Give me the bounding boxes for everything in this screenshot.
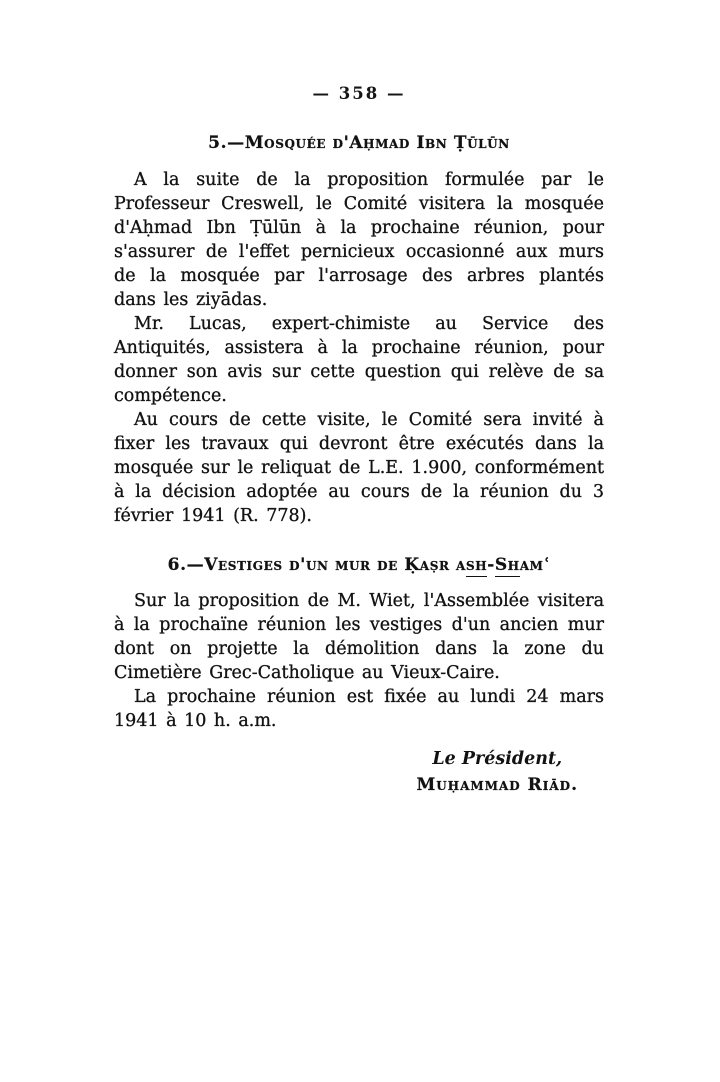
section5-paragraph-2: Mr. Lucas, expert-chimiste au Service des Antiquités, assistera à la prochaine réunion, pour donner son avis sur cette question qui relève de sa compétence. (114, 314, 604, 406)
page-number: — 358 — (312, 84, 406, 103)
section6-heading-prefix: 6.—Vestiges d'un mur de Ḳaṣr a (167, 555, 466, 575)
section6-heading (114, 555, 604, 575)
section6-heading-underlined-sh1: sh (465, 555, 488, 575)
signature-block (416, 746, 578, 798)
section5-paragraph-3: Au cours de cette visite, le Comité sera invité à fixer les travaux qui devront être exécutés dans la mosquée sur le reliquat de L.E. 1.900, conformément à la décision adoptée au cours de la réunion du 3 février 1941 (R. 778). (114, 410, 604, 526)
section5-paragraph-1: A la suite de la proposition formulée par le Professeur Creswell, le Comité visitera la mosquée d'Aḥmad Ibn Ṭūlūn à la prochaine réunion, pour s'assurer de l'effet pernicieux occasionné aux murs de la mosquée par l'arrosage des arbres plantés dans les ziyādas. (114, 170, 604, 310)
section5-heading (114, 133, 604, 153)
signature-name: Muḥammad Riād. (416, 775, 578, 795)
section6-heading-suffix: amʿ (519, 555, 551, 575)
section6-heading-underlined-sh2: Sh (494, 555, 520, 575)
section6-heading-hyphen: - (487, 555, 495, 575)
signature-role: Le Président, (432, 749, 563, 769)
section6-paragraph-1: Sur la proposition de M. Wiet, l'Assemblée visitera à la prochaïne réunion les vestiges d'un ancien mur dont on projette la démolition dans la zone du Cimetière Grec-Catholique au Vieux-Caire. (114, 591, 604, 683)
section6-paragraph-2: La prochaine réunion est fixée au lundi 24 mars 1941 à 10 h. a.m. (114, 687, 604, 731)
section5-heading-text: 5.—Mosquée d'Aḥmad Ibn Ṭūlūn (208, 133, 510, 153)
text-block (114, 84, 604, 798)
